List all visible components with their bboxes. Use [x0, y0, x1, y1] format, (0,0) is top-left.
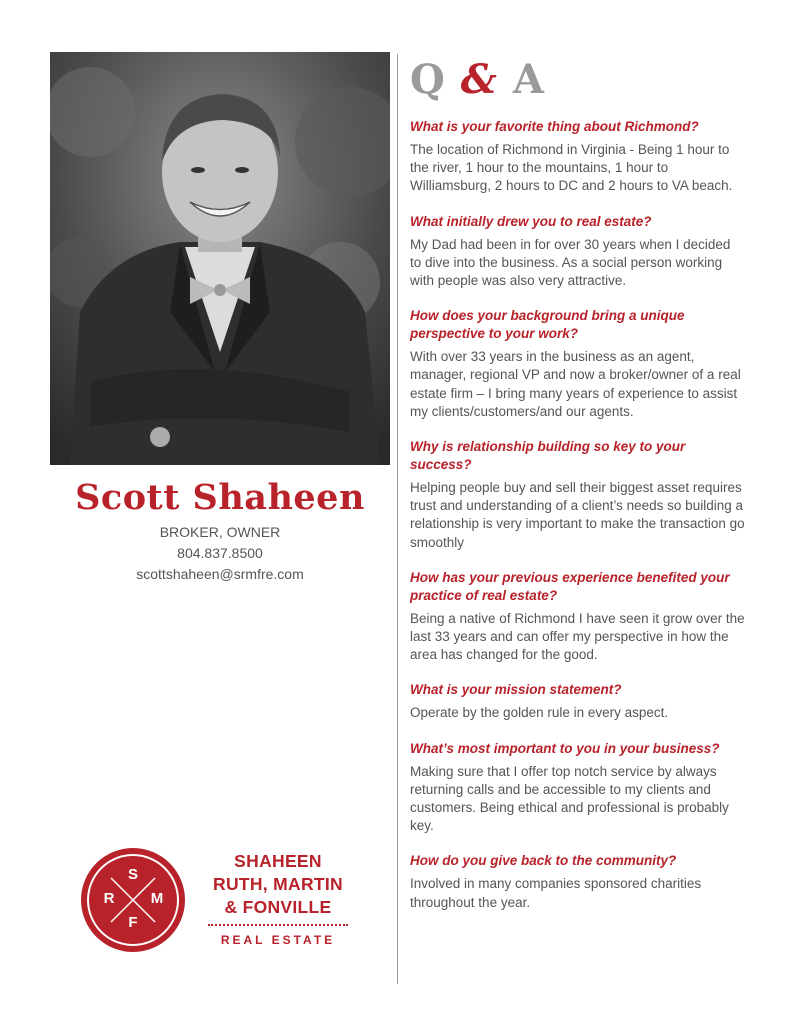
logo-letter-right: M [150, 890, 164, 907]
logo-letter-left: R [103, 890, 115, 907]
logo-dotted-divider [208, 924, 348, 926]
company-logo-text [193, 850, 363, 947]
qa-answer: My Dad had been in for over 30 years when I decided to dive into the business. As a social person working with people was also very attractive. [410, 236, 731, 289]
qa-list [410, 118, 745, 929]
qa-heading-amp: & [460, 56, 498, 103]
qa-heading [410, 56, 545, 103]
logo-tagline: REAL ESTATE [220, 933, 336, 947]
qa-question: What is your mission statement? [410, 682, 622, 698]
qa-answer: Being a native of Richmond I have seen it grow over the last 33 years and can offer my perspective in how the area has changed for the good. [410, 610, 745, 663]
qa-question: What initially drew you to real estate? [410, 213, 652, 229]
qa-answer: Involved in many companies sponsored charities throughout the year. [410, 876, 702, 910]
qa-question: What is your favorite thing about Richmond? [410, 119, 699, 134]
logo-line-3: & FONVILLE [224, 897, 332, 917]
qa-answer: Operate by the golden rule in every aspect. [410, 705, 669, 721]
company-logo-emblem [81, 848, 185, 952]
qa-item [410, 740, 745, 836]
qa-item [410, 213, 745, 291]
qa-question: How do you give back to the community? [410, 853, 677, 869]
qa-answer: The location of Richmond in Virginia - Being 1 hour to the river, 1 hour to the mountains, 1 hour to Williamsburg, 2 hours to DC and 2 hours to VA beach. [410, 142, 733, 194]
qa-item [410, 438, 745, 552]
logo-line-2: RUTH, MARTIN [213, 874, 343, 894]
qa-question: What’s most important to you in your business? [410, 740, 720, 756]
agent-email[interactable]: scottshaheen@srmfre.com [136, 566, 304, 582]
qa-heading-a: A [512, 56, 545, 103]
qa-item [410, 681, 745, 722]
qa-heading-q: Q [410, 56, 446, 103]
headshot-photo [50, 52, 390, 465]
qa-answer: With over 33 years in the business as an agent, manager, regional VP and now a broker/owner of a real estate firm – I bring many years of experience to assist my clients/customers/and our agents. [410, 349, 741, 419]
column-divider [397, 54, 398, 984]
logo-letter-top: S [127, 866, 138, 883]
qa-item [410, 307, 745, 421]
logo-letter-bottom: F [128, 914, 138, 931]
qa-question: How does your background bring a unique perspective to your work? [410, 308, 685, 342]
qa-answer: Helping people buy and sell their biggest asset requires trust and understanding of a client’s needs so building a relationship is very important to make the transaction go smoothly [410, 480, 745, 550]
logo-x-lines [81, 848, 185, 952]
logo-line-1: SHAHEEN [234, 851, 322, 871]
agent-title: BROKER, OWNER [159, 524, 281, 540]
qa-question: Why is relationship building so key to your success? [410, 439, 686, 473]
agent-name: Scott Shaheen [75, 477, 365, 518]
qa-answer: Making sure that I offer top notch service by always returning calls and be accessible to my clients and customers. Being ethical and professional is probably key. [410, 763, 729, 834]
qa-item [410, 118, 745, 196]
qa-question: How has your previous experience benefited your practice of real estate? [410, 569, 730, 603]
qa-item [410, 852, 745, 911]
agent-phone[interactable]: 804.837.8500 [177, 545, 263, 561]
qa-item [410, 569, 745, 665]
